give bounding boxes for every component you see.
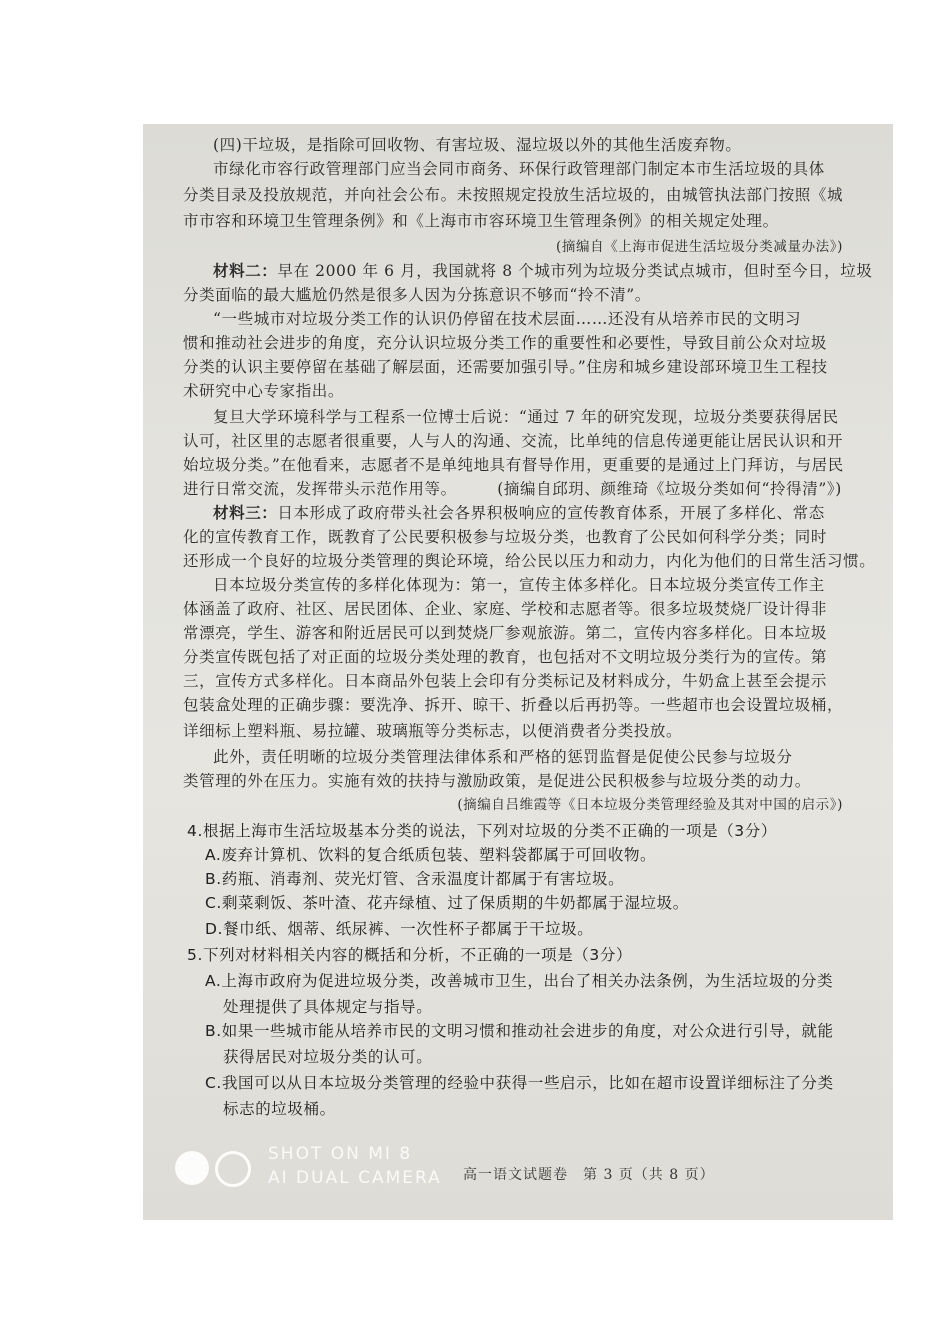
watermark-line-2: AI DUAL CAMERA (268, 1168, 442, 1188)
text-line: 日本垃圾分类宣传的多样化体现为：第一，宣传主体多样化。日本垃圾分类宣传工作主 (213, 576, 825, 594)
text-line: A.废弃计算机、饮料的复合纸质包装、塑料袋都属于可回收物。 (205, 846, 657, 864)
text-line: 进行日常交流，发挥带头示范作用等。 (摘编自邱玥、颜维琦《垃圾分类如何“拎得清”》) (183, 480, 842, 498)
text-line: 认可，社区里的志愿者很重要，人与人的沟通、交流，比单纯的信息传递更能让居民认识和开 (183, 432, 844, 450)
text-line: 三，宣传方式多样化。日本商品外包装上会印有分类标记及材料成分，牛奶盒上甚至会提示 (183, 672, 828, 690)
photographed-page (143, 124, 893, 1220)
text-line: 标志的垃圾桶。 (223, 1100, 336, 1118)
text-line: (摘编自吕维霞等《日本垃圾分类管理经验及其对中国的启示》) (457, 797, 843, 813)
text-line: 始垃圾分类。”在他看来，志愿者不是单纯地具有督导作用，更重要的是通过上门拜访，与居民 (183, 456, 844, 474)
text-line: (摘编自《上海市促进生活垃圾分类减量办法》) (556, 239, 843, 255)
text-line: 类管理的外在压力。实施有效的扶持与激励政策，是促进公民积极参与垃圾分类的动力。 (183, 772, 811, 790)
text-line: 常漂亮，学生、游客和附近居民可以到焚烧厂参观旅游。第二，宣传内容多样化。日本垃圾 (183, 624, 828, 642)
text-line: 详细标上塑料瓶、易拉罐、玻璃瓶等分类标志，以便消费者分类投放。 (183, 722, 683, 740)
text-line: 分类宣传既包括了对正面的垃圾分类处理的教育，也包括对不文明垃圾分类行为的宣传。第 (183, 648, 828, 666)
text-line: 复旦大学环境科学与工程系一位博士后说：“通过 7 年的研究发现，垃圾分类要获得居民 (213, 408, 839, 426)
watermark-line-1: SHOT ON MI 8 (268, 1144, 413, 1164)
text-line: 市市容和环境卫生管理条例》和《上海市市容环境卫生管理条例》的相关规定处理。 (183, 212, 779, 230)
page-footer: 高一语文试题卷 第 3 页（共 8 页） (463, 1167, 715, 1183)
camera-watermark (268, 1142, 442, 1190)
text-line: 术研究中心专家指出。 (183, 382, 345, 400)
text-line: 包装盒处理的正确步骤：要洗净、拆开、晾干、折叠以后再扔等。一些超市也会设置垃圾桶， (183, 696, 844, 714)
text-line: 材料三：日本形成了政府带头社会各界积极响应的宣传教育体系，开展了多样化、常态 (213, 503, 825, 522)
text-line: 分类的认识主要停留在基础了解层面，还需要加强引导。”住房和城乡建设部环境卫生工程技 (183, 358, 828, 376)
text-line: A.上海市政府为促进垃圾分类，改善城市卫生，出台了相关办法条例，为生活垃圾的分类 (205, 972, 834, 990)
text-line: 体涵盖了政府、社区、居民团体、企业、家庭、学校和志愿者等。很多垃圾焚烧厂设计得非 (183, 600, 828, 618)
text-line: 市绿化市容行政管理部门应当会同市商务、环保行政管理部门制定本市生活垃圾的具体 (213, 160, 825, 178)
text-line: 惯和推动社会进步的角度，充分认识垃圾分类工作的重要性和必要性，导致目前公众对垃圾 (183, 334, 828, 352)
text-line: C.剩菜剩饭、茶叶渣、花卉绿植、过了保质期的牛奶都属于湿垃圾。 (205, 894, 689, 912)
text-line: 还形成一个良好的垃圾分类管理的舆论环境，给公民以压力和动力，内化为他们的日常生活习惯。 (183, 552, 876, 570)
text-line: “一些城市对垃圾分类工作的认识仍停留在技术层面……还没有从培养市民的文明习 (213, 310, 802, 328)
material-heading: 材料三： (213, 503, 278, 522)
text-line: 5.下列对材料相关内容的概括和分析，不正确的一项是（3分） (187, 946, 633, 964)
camera-dot-ring-icon (215, 1151, 251, 1187)
text-line: B.药瓶、消毒剂、荧光灯管、含汞温度计都属于有害垃圾。 (205, 870, 625, 888)
text-line: 获得居民对垃圾分类的认可。 (223, 1048, 433, 1066)
material-heading: 材料二： (213, 261, 278, 280)
text-line: B.如果一些城市能从培养市民的文明习惯和推动社会进步的角度，对公众进行引导，就能 (205, 1022, 834, 1040)
text-line: 此外，责任明晰的垃圾分类管理法律体系和严格的惩罚监督是促使公民参与垃圾分 (213, 748, 793, 766)
text-line: D.餐巾纸、烟蒂、纸尿裤、一次性杯子都属于干垃圾。 (205, 920, 594, 938)
text-line: (四)干垃圾，是指除可回收物、有害垃圾、湿垃圾以外的其他生活废弃物。 (213, 136, 742, 154)
text-line: 分类目录及投放规范，并向社会公布。未按照规定投放生活垃圾的，由城管执法部门按照《城 (183, 186, 844, 204)
page-text-block (143, 124, 893, 1220)
camera-dot-filled-icon (175, 1151, 209, 1185)
text-line: C.我国可以从日本垃圾分类管理的经验中获得一些启示，比如在超市设置详细标注了分类 (205, 1074, 834, 1092)
text-line: 分类面临的最大尴尬仍然是很多人因为分拣意识不够而“拎不清”。 (183, 286, 651, 304)
text-line: 处理提供了具体规定与指导。 (223, 998, 433, 1016)
text-line: 4.根据上海市生活垃圾基本分类的说法，下列对垃圾的分类不正确的一项是（3分） (187, 822, 777, 840)
text-line: 化的宣传教育工作，既教育了公民要积极参与垃圾分类，也教育了公民如何科学分类；同时 (183, 528, 828, 546)
text-line: 材料二：早在 2000 年 6 月，我国就将 8 个城市列为垃圾分类试点城市，但时至今日，垃圾 (213, 261, 873, 280)
